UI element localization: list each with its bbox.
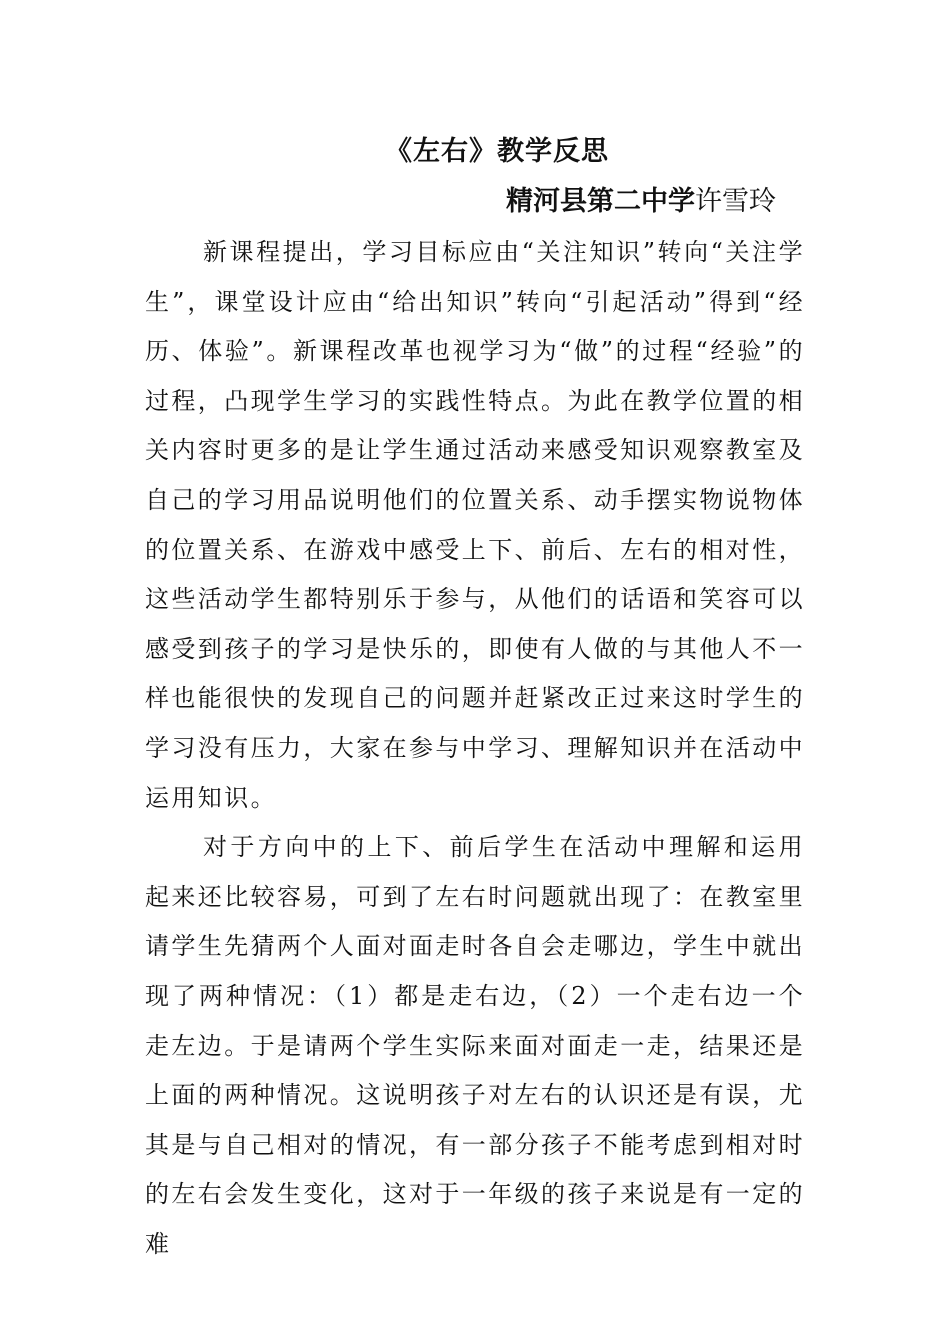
document-title (0, 132, 950, 172)
body-paragraph: 对于方向中的上下、前后学生在活动中理解和运用起来还比较容易，可到了左右时问题就出现了：在教室里请学生先猜两个人面对面走时各自会走哪边，学生中就出现了两种情况：（1）都是走右边，（2）一个走右边一个走左边。于是请两个学生实际来面对面走一走，结果还是上面的两种情况。这说明孩子对左右的认识还是有误，尤其是与自己相对的情况，有一部分孩子不能考虑到相对时的左右会发生变化，这对于一年级的孩子来说是有一定的难 (145, 833, 805, 1258)
body-paragraph: 新课程提出，学习目标应由“关注知识”转向“关注学生”，课堂设计应由“给出知识”转向“引起活动”得到“经历、体验”。新课程改革也视学习为“做”的过程“经验”的过程，凸现学生学习的实践性特点。为此在教学位置的相关内容时更多的是让学生通过活动来感受知识观察教室及自己的学习用品说明他们的位置关系、动手摆实物说物体的位置关系、在游戏中感受上下、前后、左右的相对性，这些活动学生都特别乐于参与，从他们的话语和笑容可以感受到孩子的学习是快乐的，即使有人做的与其他人不一样也能很快的发现自己的问题并赶紧改正过来这时学生的学习没有压力，大家在参与中学习、理解知识并在活动中运用知识。 (145, 238, 805, 812)
document-title-text: 《左右》教学反思 (385, 136, 609, 167)
author-byline (506, 182, 776, 222)
document-body (145, 228, 805, 1269)
author-school: 精河县第二中学 (506, 186, 695, 217)
author-name: 许雪玲 (695, 186, 776, 217)
